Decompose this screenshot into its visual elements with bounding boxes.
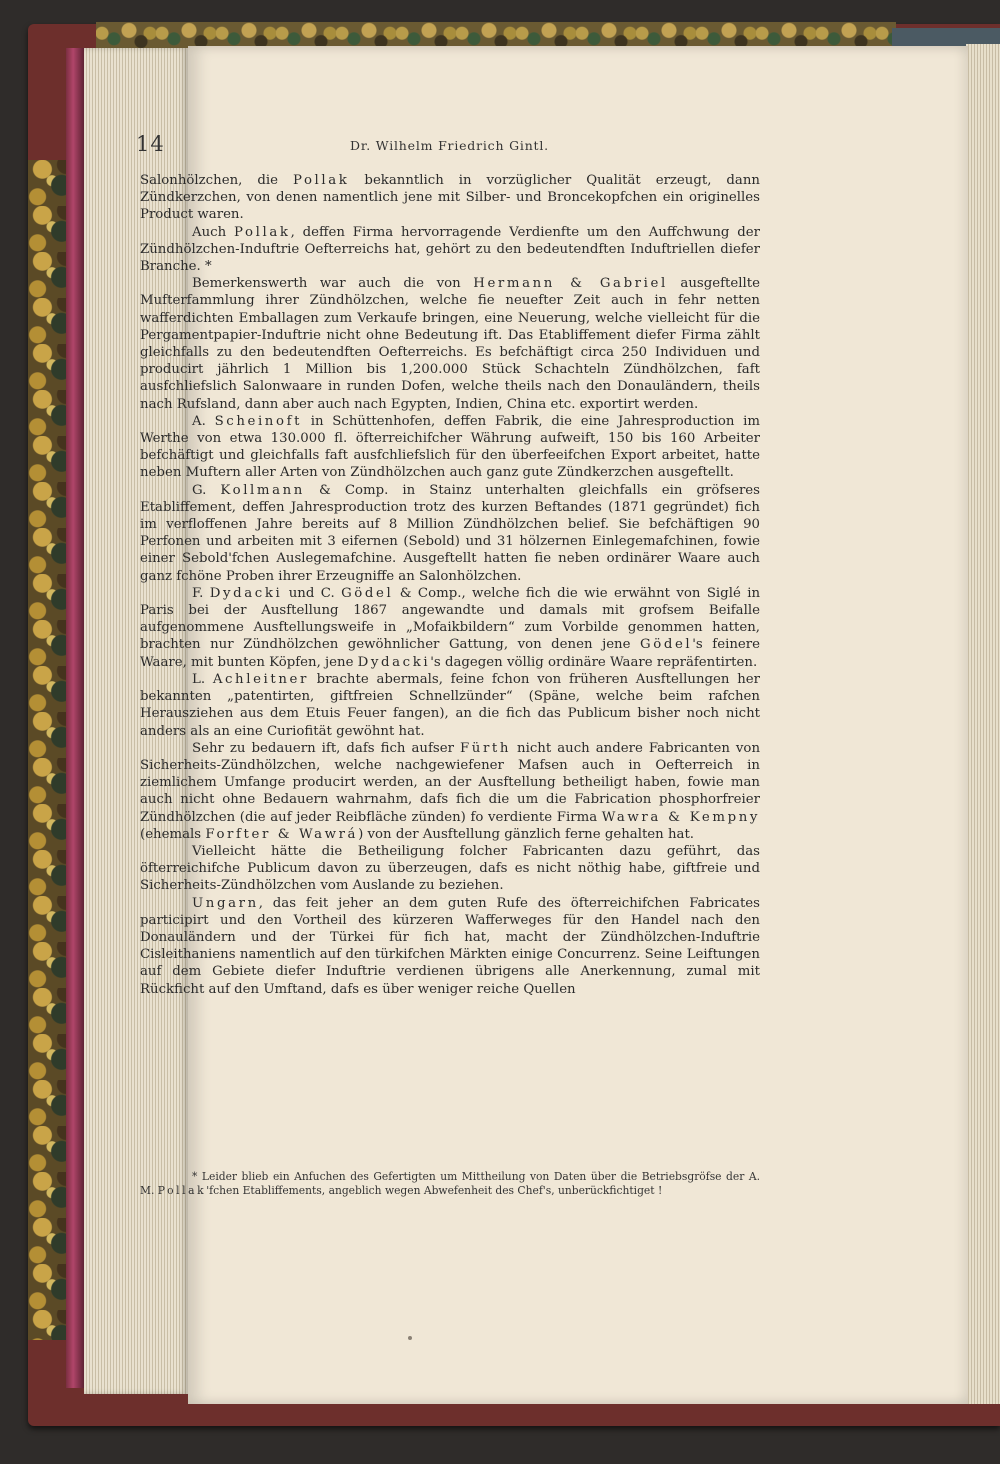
- text-run: F.: [192, 585, 210, 601]
- text-run: L.: [192, 671, 213, 687]
- page-header: [136, 130, 756, 160]
- paragraph: [140, 671, 760, 740]
- spaced-name: Pollak: [234, 224, 291, 240]
- text-run: 's dagegen völlig ordinäre Waare repräfentirten.: [430, 654, 758, 670]
- spaced-name: Fürth: [459, 740, 512, 756]
- paragraph: [140, 895, 760, 998]
- paragraph: [140, 275, 760, 413]
- spaced-name: Scheinoft: [214, 413, 303, 429]
- text-run: bekanntlich in vorzüglicher Qualität erzeugt, dann Zündkerzchen, von denen namentlich jene mit Silber- und Broncekopfchen ein originelles Product waren.: [140, 173, 760, 223]
- text-run: , deffen Firma hervorragende Verdienfte um den Auffchwung der Zündhölzchen-Induftrie Oefterreichs hat, gehört zu den bedeutendften Induftriellen diefer Branche. *: [140, 224, 760, 275]
- red-page-edge: [66, 48, 84, 1388]
- spaced-name: Forfter & Wawrá: [205, 826, 359, 842]
- text-run: ) von der Ausftellung gänzlich ferne gehalten hat.: [358, 826, 695, 842]
- text-run: (ehemals: [140, 826, 206, 842]
- spaced-name: Wawra & Kempny: [601, 809, 760, 825]
- text-run: in Schüttenhofen, deffen Fabrik, die eine Jahresproduction im Werthe von etwa 130.000 fl. öfterreichifcher Währung aufweift, 150 bis 160 Arbeiter befchäftigt und gleichfalls faft ausfchliefslich für den überfeeifchen Export arbeitet, hatte neben Muftern aller Arten von Zündhölzchen auch ganz gute Zündkerzchen ausgeftellt.: [140, 413, 761, 481]
- spaced-name: Dydacki: [357, 654, 431, 670]
- running-head: Dr. Wilhelm Friedrich Gintl.: [350, 138, 549, 153]
- spaced-name: Kollmann: [220, 482, 305, 498]
- text-run: * Leider blieb ein Anfuchen des Gefertigten um Mittheilung von Daten über die Betriebsgröfse der A. M.: [140, 1170, 760, 1198]
- spaced-name: Gödel: [640, 637, 693, 653]
- text-run: Salonhölzchen, die: [140, 173, 293, 188]
- page-stack-right: [966, 44, 1000, 1404]
- spaced-name: Dydacki: [209, 585, 283, 601]
- text-run: G.: [192, 482, 221, 498]
- text-run: Bemerkenswerth war auch die von: [192, 276, 474, 292]
- text-run: , das feit jeher an dem guten Rufe des öfterreichifchen Fabricates participirt und den Vortheil des kürzeren Wafferweges für den Handel nach den Donauländern und der Türkei für fich hat, macht der Zündhölzchen-Induftrie Cisleithaniens namentlich auf den türkifchen Märkten einige Concurrenz. Seine Leiftungen auf dem Gebiete diefer Induftrie verdienen übrigens alle Anerkennung, zumal mit Rückficht auf den Umftand, dafs es über weniger reiche Quellen: [140, 895, 760, 997]
- text-run: & Comp. in Stainz unterhalten gleichfalls ein gröfseres Etabliffement, deffen Jahresproduction trotz des kurzen Beftandes (1871 gegründet) fich im verfloffenen Jahre bereits auf 8 Million Zündhölzchen belief. Sie befchäftigen 90 Perfonen und arbeiten mit 3 eifernen (Sebold) und 31 hölzernen Einlegemafchinen, fowie einer Sebold'fchen Auslegemafchine. Ausgeftellt hatten fie neben ordinärer Waare auch ganz fchöne Proben ihrer Erzeugniffe an Salonhölzchen.: [140, 482, 760, 584]
- text-run: Sehr zu bedauern ift, dafs fich aufser: [192, 740, 460, 756]
- paragraph: [140, 585, 760, 671]
- text-run: Auch: [192, 224, 235, 240]
- spaced-name: Pollak: [292, 173, 350, 188]
- text-run: A.: [192, 413, 215, 429]
- paragraph: [140, 172, 760, 224]
- spaced-name: Achleitner: [212, 671, 309, 687]
- spaced-name: Pollak: [157, 1184, 207, 1198]
- footnote-paragraph: [140, 1170, 760, 1199]
- paragraph: [140, 740, 760, 843]
- paragraph: [140, 843, 760, 895]
- text-run: 'fchen Etabliffements, angeblich wegen Abwefenheit des Chef's, unberückfichtiget !: [206, 1184, 663, 1198]
- footnote: [140, 1170, 760, 1199]
- text-run: nicht auch andere Fabricanten von Sicherheits-Zündhölzchen, welche nachgewiefener Mafsen auch in Oefterreich in ziemlichem Umfange producirt werden, an der Ausftellung betheiligt haben, fowie man auch nicht ohne Bedauern wahrnahm, dafs fich die um die Fabrication phosphorfreier Zündhölzchen (die auf jeder Reibfläche zünden) fo verdiente Firma: [140, 740, 761, 825]
- text-run: brachte abermals, feine fchon von früheren Ausftellungen her bekannten „patentirten, giftfreien Schnellzünder“ (Späne, welche beim rafchen Herausziehen aus dem Etuis Feuer fangen), an die fich das Publicum bisher noch nicht anders als an eine Curiofität gewöhnt hat.: [140, 671, 760, 739]
- paragraph: [140, 413, 760, 482]
- paragraph: [140, 482, 760, 585]
- text-run: 's feinere Waare, mit bunten Köpfen, jene: [140, 637, 760, 670]
- text-run: Vielleicht hätte die Betheiligung folcher Fabricanten dazu geführt, das öfterreichifche Publicum davon zu überzeugen, dafs es nicht nöthig habe, giftfreie und Sicherheits-Zündhölzchen vom Auslande zu beziehen.: [140, 843, 760, 894]
- text-run: ausgeftellte Mufterfammlung ihrer Zündhölzchen, welche fie neuefter Zeit auch in fehr netten wafferdichten Emballagen zum Verkaufe bringen, eine Neuerung, welche vielleicht für die Pergamentpapier-Induftrie nicht ohne Bedeutung ift. Das Etabliffement diefer Firma zählt gleichfalls zu den bedeutendften Oefterreichs. Es befchäftigt circa 250 Individuen und producirt jährlich 1 Million bis 1,200.000 Stück Schachteln Zündhölzchen, faft ausfchliefslich Salonwaare in runden Dofen, welche theils nach den Donauländern, theils nach Rufsland, dann aber auch nach Egypten, Indien, China etc. exportirt werden.: [140, 276, 760, 412]
- text-run: und C.: [282, 585, 342, 601]
- paragraph: [140, 224, 760, 276]
- page-mark: [408, 1336, 412, 1340]
- spaced-name: Gödel: [341, 585, 394, 601]
- spaced-name: Hermann & Gabriel: [473, 276, 668, 292]
- text-run: & Comp., welche fich die wie erwähnt von Siglé in Paris bei der Ausftellung 1867 angewandte und damals mit grofsem Beifalle aufgenommene Ausftellungsweife in „Mofaikbildern“ zum Vorbilde genommen hatten, brachten nur Zündhölzchen gewöhnlicher Gattung, von denen jene: [140, 585, 761, 653]
- page-number: 14: [136, 132, 165, 156]
- body-text: [140, 172, 760, 998]
- spaced-name: Ungarn: [192, 895, 259, 911]
